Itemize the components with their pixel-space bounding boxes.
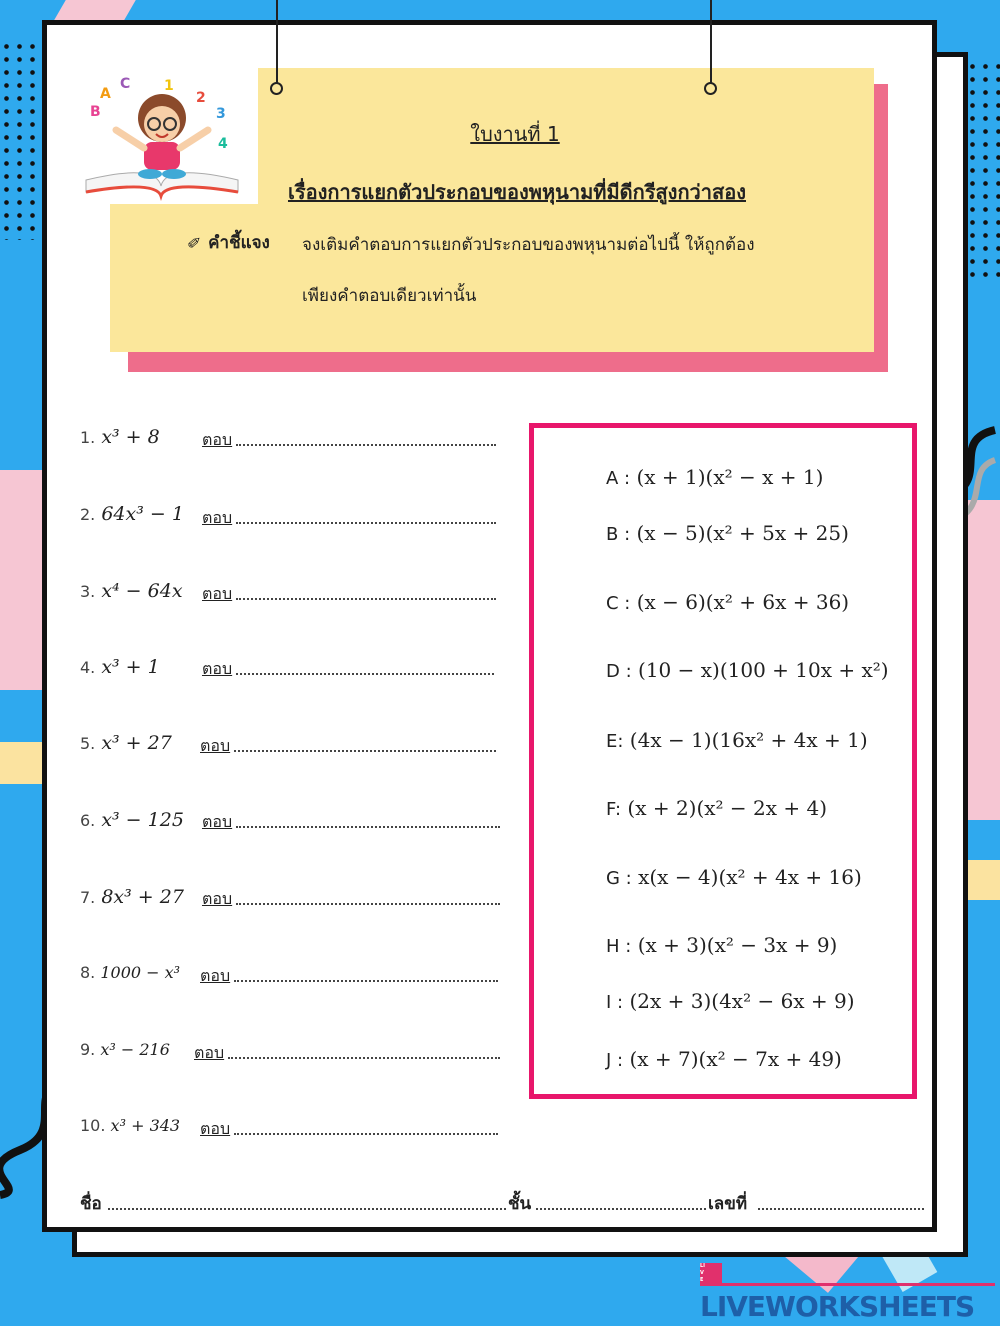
question-7 [80, 886, 184, 908]
choice-expression: (x + 1)(x² − x + 1) [636, 465, 824, 489]
answer-label-4: ตอบ [202, 659, 233, 678]
question-4 [80, 656, 160, 678]
question-expression: x³ + 1 [101, 656, 160, 678]
instruction-heading [183, 229, 270, 256]
answer-label-7: ตอบ [202, 889, 233, 908]
hanging-ring-right [704, 82, 717, 95]
answer-input-2[interactable] [238, 502, 498, 526]
question-number: 9. [80, 1040, 96, 1059]
question-3 [80, 580, 183, 602]
hanging-string-right [710, 0, 712, 84]
liveworksheets-text: LIVEWORKSHEETS [700, 1290, 975, 1323]
question-10 [80, 1116, 180, 1135]
svg-text:3: 3 [216, 106, 226, 122]
answer-label-10: ตอบ [200, 1119, 231, 1138]
choice-b [606, 521, 849, 545]
question-8 [80, 963, 180, 982]
answer-input-9[interactable] [230, 1037, 502, 1061]
question-number: 5. [80, 734, 96, 753]
question-expression: x³ − 216 [100, 1040, 170, 1059]
choice-expression: (x − 5)(x² + 5x + 25) [636, 521, 849, 545]
choice-label: D : [606, 661, 632, 682]
answer-label-5: ตอบ [200, 736, 231, 755]
choice-label: A : [606, 468, 631, 489]
svg-text:2: 2 [196, 90, 206, 106]
answer-input-1[interactable] [238, 424, 498, 448]
answer-label-6: ตอบ [202, 812, 233, 831]
corner-ribbon-top-left [54, 0, 136, 20]
liveworksheets-badge-icon: LIVE [700, 1263, 722, 1285]
logo-underline [700, 1283, 995, 1286]
question-expression: 8x³ + 27 [101, 886, 184, 908]
answer-input-8[interactable] [236, 960, 500, 984]
question-expression: 64x³ − 1 [101, 503, 184, 525]
choice-label: F: [606, 799, 622, 820]
choice-expression: (4x − 1)(16x² + 4x + 1) [629, 728, 868, 752]
question-number: 1. [80, 428, 96, 447]
choice-expression: x(x − 4)(x² + 4x + 16) [638, 865, 862, 889]
worksheet-title: ใบงานที่ 1 [470, 122, 560, 146]
kid-reading-illustration [66, 68, 258, 204]
svg-text:C: C [120, 76, 131, 92]
choice-e [606, 728, 868, 752]
choice-label: E: [606, 731, 624, 752]
choice-d [606, 658, 889, 682]
hanging-ring-left [270, 82, 283, 95]
choice-label: H : [606, 936, 632, 957]
class-input[interactable] [538, 1188, 708, 1212]
svg-text:A: A [100, 86, 111, 102]
number-input[interactable] [760, 1188, 926, 1212]
answer-input-3[interactable] [238, 578, 498, 602]
question-expression: x³ − 125 [101, 809, 184, 831]
question-expression: x³ + 8 [101, 426, 160, 448]
instruction-label: คำชี้แจง [208, 233, 270, 253]
answer-label-1: ตอบ [202, 430, 233, 449]
pink-block-right [968, 500, 1000, 820]
svg-text:B: B [90, 104, 101, 120]
question-6 [80, 809, 184, 831]
choice-label: I : [606, 992, 624, 1013]
question-number: 8. [80, 963, 96, 982]
choice-expression: (x + 7)(x² − 7x + 49) [629, 1047, 842, 1071]
question-1 [80, 426, 160, 448]
answer-input-10[interactable] [236, 1113, 500, 1137]
answer-label-3: ตอบ [202, 584, 233, 603]
kid-reading-icon [66, 68, 258, 204]
pink-block-left [0, 470, 45, 690]
choice-f [606, 796, 827, 820]
choice-label: J : [606, 1050, 624, 1071]
question-expression: 1000 − x³ [100, 963, 181, 982]
choice-label: C : [606, 593, 631, 614]
choice-i [606, 989, 855, 1013]
question-number: 4. [80, 658, 96, 677]
question-5 [80, 732, 172, 754]
question-expression: x³ + 27 [101, 732, 172, 754]
choice-g [606, 865, 862, 889]
answer-input-7[interactable] [238, 883, 502, 907]
pencil-icon: ✏ [183, 230, 208, 256]
question-number: 6. [80, 811, 96, 830]
choice-expression: (2x + 3)(4x² − 6x + 9) [629, 989, 855, 1013]
choice-a [606, 465, 823, 489]
choice-c [606, 590, 849, 614]
number-label: เลขที่ [708, 1194, 748, 1214]
choice-label: B : [606, 524, 631, 545]
question-expression: x⁴ − 64x [101, 580, 183, 602]
answer-input-6[interactable] [238, 806, 502, 830]
yellow-stripe-left [0, 742, 45, 784]
instruction-text-line2: เพียงคำตอบเดียวเท่านั้น [302, 286, 477, 306]
hanging-string-left [276, 0, 278, 84]
class-label: ชั้น [508, 1194, 532, 1214]
yellow-stripe-right [968, 860, 1000, 900]
answer-input-4[interactable] [238, 653, 496, 677]
question-2 [80, 503, 184, 525]
choice-expression: (x − 6)(x² + 6x + 36) [636, 590, 850, 614]
answer-label-8: ตอบ [200, 966, 231, 985]
instruction-text-line1: จงเติมคำตอบการแยกตัวประกอบของพหุนามต่อไปนี้ ให้ถูกต้อง [302, 235, 755, 255]
name-label: ชื่อ [80, 1194, 102, 1214]
question-number: 2. [80, 505, 96, 524]
choice-h [606, 933, 837, 957]
name-input[interactable] [110, 1188, 508, 1212]
choice-label: G : [606, 868, 632, 889]
choice-expression: (10 − x)(100 + 10x + x²) [638, 658, 889, 682]
question-9 [80, 1040, 170, 1059]
answer-label-9: ตอบ [194, 1043, 225, 1062]
svg-text:1: 1 [164, 78, 174, 94]
question-number: 7. [80, 888, 96, 907]
choice-expression: (x + 3)(x² − 3x + 9) [637, 933, 838, 957]
question-number: 3. [80, 582, 96, 601]
question-number: 10. [80, 1116, 106, 1135]
answer-label-2: ตอบ [202, 508, 233, 527]
answer-input-5[interactable] [236, 730, 498, 754]
choice-j [606, 1047, 842, 1071]
worksheet-subtitle: เรื่องการแยกตัวประกอบของพหุนามที่มีดีกรีสูงกว่าสอง [287, 180, 746, 204]
question-expression: x³ + 343 [110, 1116, 181, 1135]
svg-text:4: 4 [218, 136, 228, 152]
choice-expression: (x + 2)(x² − 2x + 4) [627, 796, 828, 820]
